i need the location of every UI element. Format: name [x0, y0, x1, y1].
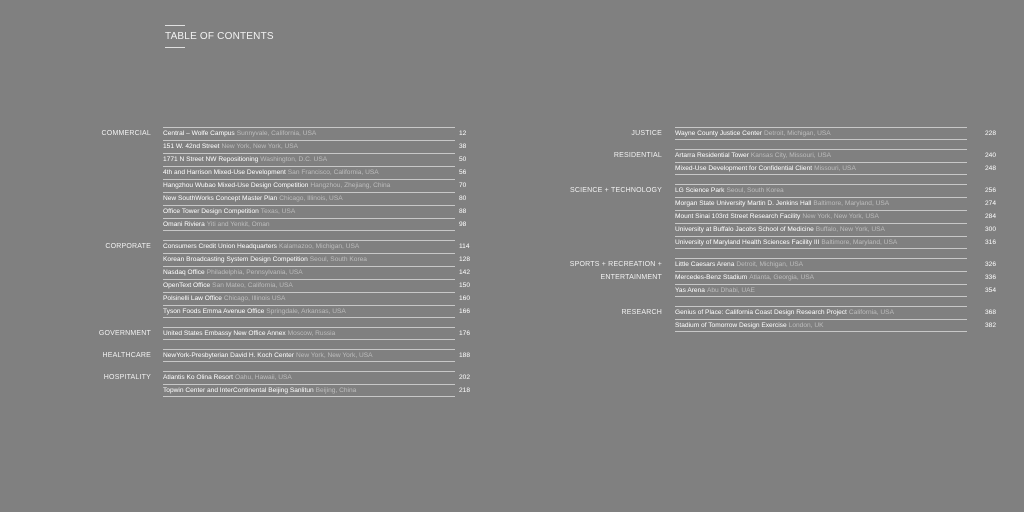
entry-title: [675, 226, 885, 234]
toc-entry[interactable]: [675, 319, 997, 332]
project-name: Tyson Foods Emma Avenue Office: [163, 308, 265, 315]
page-number: 128: [459, 256, 471, 263]
toc-entry[interactable]: [675, 284, 997, 297]
project-name: 1771 N Street NW Repositioning: [163, 156, 259, 163]
page-number: 274: [985, 200, 997, 207]
entry-title: [675, 187, 784, 195]
entry-title: [675, 322, 823, 330]
project-location: New York, New York, USA: [295, 352, 373, 359]
section-entries: [163, 327, 471, 340]
toc-entry[interactable]: [675, 127, 997, 140]
project-name: 4th and Harrison Mixed-Use Development: [163, 169, 286, 176]
page-number: 228: [985, 130, 997, 137]
page-number: 160: [459, 295, 471, 302]
project-name: Yas Arena: [675, 287, 705, 294]
entry-title: [163, 387, 356, 395]
project-location: Washington, D.C. USA: [260, 156, 328, 163]
page-number: 150: [459, 282, 471, 289]
page-number: 38: [459, 143, 467, 150]
project-name: Morgan State University Martin D. Jenkins Hall: [675, 200, 812, 207]
toc-entry[interactable]: [163, 218, 467, 231]
section-label: GOVERNMENT: [98, 330, 151, 337]
page-number: 316: [985, 239, 997, 246]
entry-title: [675, 152, 831, 160]
toc-entry[interactable]: [675, 271, 997, 284]
toc-entry[interactable]: [163, 384, 471, 397]
page-number: 202: [459, 374, 471, 381]
project-name: Hangzhou Wubao Mixed-Use Design Competition: [163, 182, 309, 189]
section-entries: [163, 349, 471, 362]
toc-entry[interactable]: [163, 166, 467, 179]
project-location: Moscow, Russia: [287, 330, 336, 337]
toc-header: [165, 25, 274, 48]
entry-title: [675, 239, 897, 247]
toc-entry[interactable]: [163, 205, 467, 218]
page-number: 256: [985, 187, 997, 194]
project-name: United States Embassy New Office Annex: [163, 330, 286, 337]
toc-entry[interactable]: [675, 149, 997, 162]
entry-title: [675, 165, 856, 173]
project-name: Office Tower Design Competition: [163, 208, 259, 215]
project-name: Mount Sinai 103rd Street Research Facility: [675, 213, 801, 220]
section-entries: [675, 306, 997, 332]
project-location: Seoul, South Korea: [309, 256, 367, 263]
entry-title: [163, 330, 335, 338]
project-location: Texas, USA: [260, 208, 296, 215]
toc-entry[interactable]: [163, 292, 471, 305]
entry-title: [675, 261, 803, 269]
project-name: Little Caesars Arena: [675, 261, 735, 268]
project-location: Kalamazoo, Michigan, USA: [278, 243, 360, 250]
page-number: 248: [985, 165, 997, 172]
project-location: Sunnyvale, California, USA: [236, 130, 317, 137]
entry-title: [163, 243, 359, 251]
entry-title: [675, 130, 831, 138]
section-entries: [675, 258, 997, 297]
toc-entry[interactable]: [163, 371, 471, 384]
title-rule-top: [165, 25, 185, 26]
project-location: Beijing, China: [315, 387, 357, 394]
page-number: 166: [459, 308, 471, 315]
project-location: San Mateo, California, USA: [212, 282, 293, 289]
toc-entry[interactable]: [675, 162, 997, 175]
section-entries: [675, 127, 997, 140]
page-number: 142: [459, 269, 471, 276]
entry-title: [163, 352, 373, 360]
entry-title: [163, 208, 295, 216]
entry-title: [675, 274, 814, 282]
project-location: San Francisco, California, USA: [287, 169, 379, 176]
entry-title: [163, 374, 292, 382]
section-label: RESEARCH: [621, 309, 662, 316]
page-number: 88: [459, 208, 467, 215]
project-location: Yiti and Yenkit, Oman: [206, 221, 270, 228]
section-label: RESIDENTIAL: [613, 152, 662, 159]
project-name: Genius of Place: California Coast Design Research Project: [675, 309, 847, 316]
project-location: Baltimore, Maryland, USA: [821, 239, 898, 246]
toc-entry[interactable]: [675, 223, 997, 236]
entry-title: [163, 295, 285, 303]
project-name: Topwin Center and InterContinental Beijing Sanlitun: [163, 387, 314, 394]
toc-entry[interactable]: [675, 184, 997, 197]
section-entries: [163, 371, 471, 397]
project-name: Mercedes-Benz Stadium: [675, 274, 748, 281]
entry-title: [675, 309, 894, 317]
section-label-line: ENTERTAINMENT: [600, 274, 662, 281]
project-location: New York, New York, USA: [221, 143, 299, 150]
entry-title: [163, 143, 298, 151]
page-number: 50: [459, 156, 467, 163]
project-name: Korean Broadcasting System Design Competition: [163, 256, 308, 263]
page-number: 56: [459, 169, 467, 176]
page-number: 382: [985, 322, 997, 329]
project-location: Buffalo, New York, USA: [815, 226, 885, 233]
project-name: Omani Riviera: [163, 221, 205, 228]
project-location: Baltimore, Maryland, USA: [813, 200, 890, 207]
section-label: [0, 260, 662, 286]
entry-title: [163, 169, 379, 177]
project-location: Hangzhou, Zhejiang, China: [310, 182, 391, 189]
project-location: New York, New York, USA: [802, 213, 879, 220]
page-number: 240: [985, 152, 997, 159]
entry-title: [675, 200, 889, 208]
project-name: Wayne County Justice Center: [675, 130, 762, 137]
page-number: 188: [459, 352, 471, 359]
toc-entry[interactable]: [675, 306, 997, 319]
toc-entry[interactable]: [675, 197, 997, 210]
toc-entry[interactable]: [163, 349, 471, 362]
section-label-line: SPORTS + RECREATION +: [569, 261, 662, 268]
project-location: Springdale, Arkansas, USA: [266, 308, 346, 315]
page-number: 12: [459, 130, 467, 137]
entry-title: [163, 195, 343, 203]
project-location: Detroit, Michigan, USA: [763, 130, 831, 137]
project-name: Stadium of Tomorrow Design Exercise: [675, 322, 787, 329]
toc-entry[interactable]: [163, 240, 470, 253]
project-location: Philadelphia, Pennsylvania, USA: [206, 269, 303, 276]
project-name: Central – Wolfe Campus: [163, 130, 235, 137]
project-location: Chicago, Illinois, USA: [279, 195, 343, 202]
page-number: 300: [985, 226, 997, 233]
page-number: 70: [459, 182, 467, 189]
section-label: CORPORATE: [105, 243, 151, 250]
page-number: 354: [985, 287, 997, 294]
project-name: University at Buffalo Jacobs School of Medicine: [675, 226, 814, 233]
project-name: Atlantis Ko Olina Resort: [163, 374, 233, 381]
title-rule-bottom: [165, 47, 185, 48]
page-title: TABLE OF CONTENTS: [165, 31, 274, 42]
project-location: Kansas City, Missouri, USA: [750, 152, 832, 159]
project-location: Abu Dhabi, UAE: [706, 287, 755, 294]
project-name: University of Maryland Health Sciences Facility III: [675, 239, 820, 246]
page-number: 368: [985, 309, 997, 316]
project-location: Seoul, South Korea: [726, 187, 784, 194]
toc-entry[interactable]: [163, 327, 471, 340]
page-number: 176: [459, 330, 471, 337]
entry-title: [675, 213, 879, 221]
section-label: SCIENCE + TECHNOLOGY: [570, 187, 662, 194]
section-label: JUSTICE: [631, 130, 662, 137]
project-name: LG Science Park: [675, 187, 725, 194]
section-entries: [675, 149, 997, 175]
section-entries: [163, 127, 467, 231]
page-number: 336: [985, 274, 997, 281]
toc-entry[interactable]: [675, 236, 997, 249]
section-label: HOSPITALITY: [103, 374, 151, 381]
section-label: COMMERCIAL: [101, 130, 151, 137]
page-number: 114: [459, 243, 470, 250]
page-number: 98: [459, 221, 467, 228]
project-location: London, UK: [788, 322, 824, 329]
project-name: Artarra Residential Tower: [675, 152, 749, 159]
entry-title: [675, 287, 755, 295]
project-location: California, USA: [848, 309, 894, 316]
page-number: 326: [985, 261, 997, 268]
section-label: HEALTHCARE: [102, 352, 151, 359]
project-name: OpenText Office: [163, 282, 211, 289]
project-name: NewYork-Presbyterian David H. Koch Center: [163, 352, 294, 359]
project-name: New SouthWorks Concept Master Plan: [163, 195, 278, 202]
project-name: Mixed-Use Development for Confidential Client: [675, 165, 813, 172]
project-location: Missouri, USA: [814, 165, 856, 172]
project-name: Polsinelli Law Office: [163, 295, 222, 302]
toc-entry[interactable]: [675, 258, 997, 271]
toc-entry[interactable]: [675, 210, 997, 223]
project-location: Oahu, Hawaii, USA: [235, 374, 292, 381]
section-entries: [675, 184, 997, 249]
page-number: 218: [459, 387, 471, 394]
page-number: 80: [459, 195, 467, 202]
project-location: Atlanta, Georgia, USA: [749, 274, 815, 281]
project-name: 151 W. 42nd Street: [163, 143, 220, 150]
page-number: 284: [985, 213, 997, 220]
project-location: Detroit, Michigan, USA: [736, 261, 804, 268]
project-location: Chicago, Illinois USA: [223, 295, 286, 302]
entry-title: [163, 221, 270, 229]
project-name: Nasdaq Office: [163, 269, 205, 276]
project-name: Consumers Credit Union Headquarters: [163, 243, 277, 250]
